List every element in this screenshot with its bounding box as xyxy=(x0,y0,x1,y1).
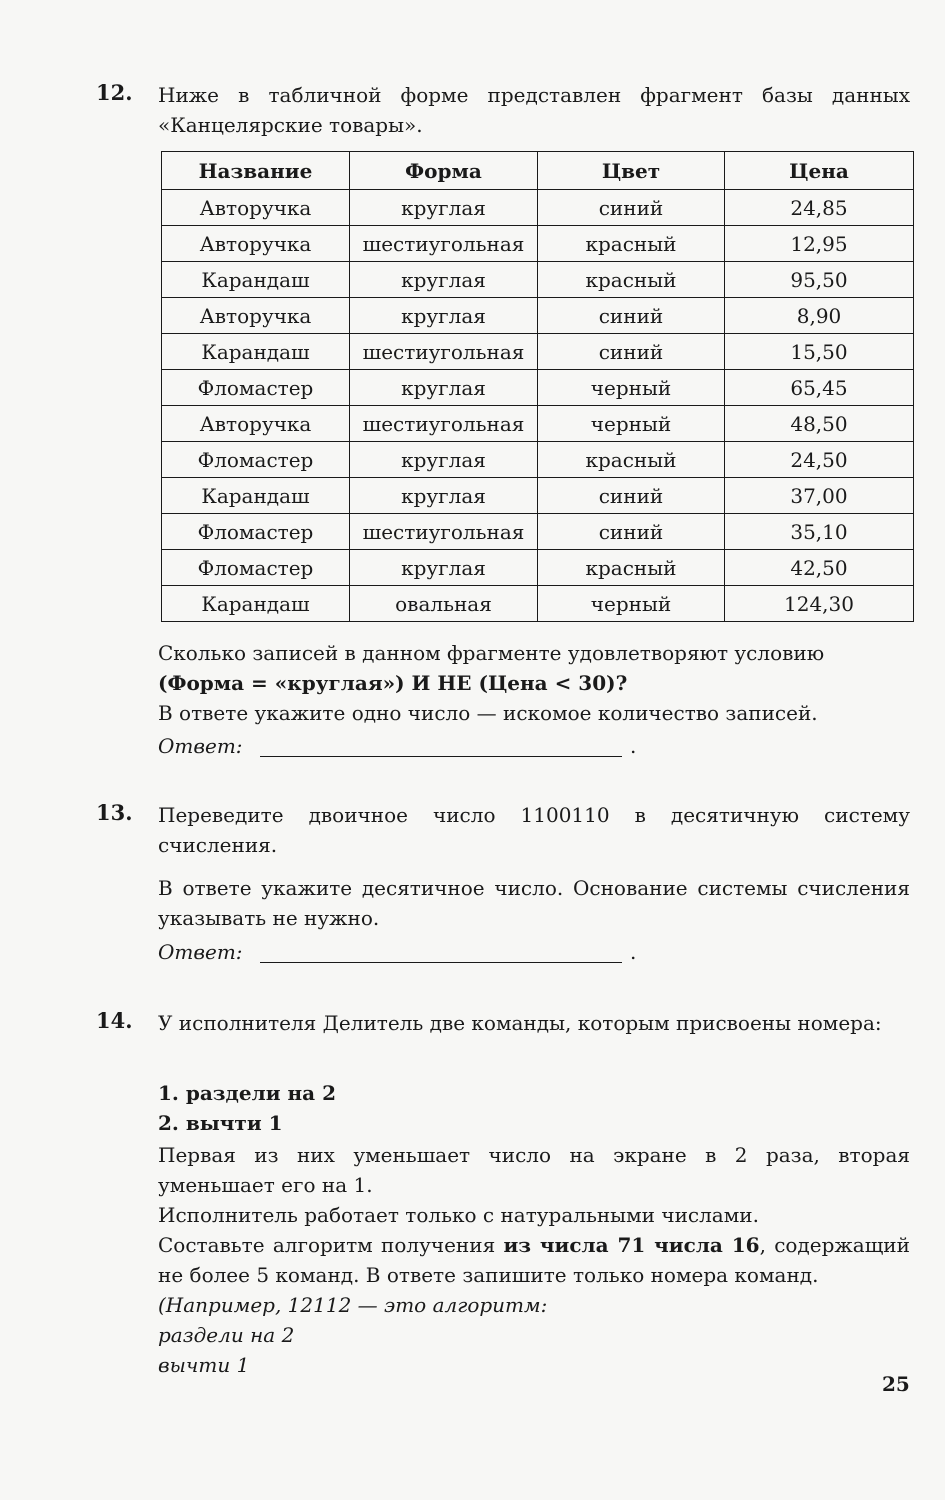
cell-color: красный xyxy=(538,550,725,586)
cell-shape: шестиугольная xyxy=(350,514,538,550)
answer-period: . xyxy=(630,734,637,758)
cell-price: 124,30 xyxy=(725,586,914,622)
cell-price: 95,50 xyxy=(725,262,914,298)
question-12-instruction: В ответе укажите одно число — искомое количество записей. xyxy=(158,701,818,725)
table-header-row xyxy=(162,152,914,190)
cell-price: 37,00 xyxy=(725,478,914,514)
task-pre: Составьте алгоритм получения xyxy=(158,1233,504,1257)
cell-name: Карандаш xyxy=(162,586,350,622)
cell-price: 24,85 xyxy=(725,190,914,226)
cell-name: Фломастер xyxy=(162,514,350,550)
question-12-condition: (Форма = «круглая») И НЕ (Цена < 30)? xyxy=(158,671,628,695)
question-14-number: 14. xyxy=(96,1008,133,1033)
cell-name: Карандаш xyxy=(162,334,350,370)
cell-name: Авторучка xyxy=(162,190,350,226)
header-shape: Форма xyxy=(350,152,538,190)
task-post: , содержащий не более 5 команд. В ответе запишите только номера команд. xyxy=(158,1233,910,1287)
table-row xyxy=(162,370,914,406)
header-name: Название xyxy=(162,152,350,190)
cell-shape: круглая xyxy=(350,262,538,298)
cell-shape: круглая xyxy=(350,190,538,226)
table-row xyxy=(162,298,914,334)
cell-price: 35,10 xyxy=(725,514,914,550)
cell-color: красный xyxy=(538,226,725,262)
answer-line[interactable] xyxy=(260,962,622,963)
cell-color: черный xyxy=(538,370,725,406)
cell-name: Фломастер xyxy=(162,370,350,406)
table-row xyxy=(162,226,914,262)
question-12-question: Сколько записей в данном фрагменте удовлетворяют условию xyxy=(158,641,825,665)
header-color: Цвет xyxy=(538,152,725,190)
question-13-number: 13. xyxy=(96,800,133,825)
cell-color: красный xyxy=(538,442,725,478)
cell-name: Авторучка xyxy=(162,406,350,442)
task-bold: из числа 71 числа 16 xyxy=(503,1233,760,1257)
question-14-text: У исполнителя Делитель две команды, которым присвоены номера: xyxy=(158,1011,882,1035)
question-12-text xyxy=(158,638,910,698)
example-step-2: вычти 1 xyxy=(158,1353,250,1377)
stationery-table xyxy=(161,151,914,622)
question-14-natural: Исполнитель работает только с натуральными числами. xyxy=(158,1203,759,1227)
answer-line[interactable] xyxy=(260,756,622,757)
cell-shape: шестиугольная xyxy=(350,406,538,442)
cell-shape: круглая xyxy=(350,370,538,406)
answer-label: Ответ: xyxy=(158,940,243,964)
cell-name: Фломастер xyxy=(162,550,350,586)
table-row xyxy=(162,442,914,478)
table-row xyxy=(162,514,914,550)
cell-color: красный xyxy=(538,262,725,298)
table-row xyxy=(162,406,914,442)
cell-shape: шестиугольная xyxy=(350,334,538,370)
question-14-desc: Первая из них уменьшает число на экране в 2 раза, вторая уменьшает его на 1. xyxy=(158,1143,910,1197)
header-price: Цена xyxy=(725,152,914,190)
cell-name: Карандаш xyxy=(162,478,350,514)
cell-color: черный xyxy=(538,406,725,442)
cell-color: синий xyxy=(538,478,725,514)
cell-price: 48,50 xyxy=(725,406,914,442)
cell-price: 15,50 xyxy=(725,334,914,370)
cell-shape: круглая xyxy=(350,478,538,514)
question-13-instruction: В ответе укажите десятичное число. Основание системы счисления указывать не нужно. xyxy=(158,876,910,930)
cell-shape: овальная xyxy=(350,586,538,622)
question-14-task xyxy=(158,1230,910,1290)
cell-name: Авторучка xyxy=(162,226,350,262)
cell-price: 65,45 xyxy=(725,370,914,406)
cell-name: Авторучка xyxy=(162,298,350,334)
cell-price: 24,50 xyxy=(725,442,914,478)
cell-color: синий xyxy=(538,190,725,226)
example-intro: (Например, 12112 — это алгоритм: xyxy=(158,1293,548,1317)
table-row xyxy=(162,550,914,586)
question-12-intro: Ниже в табличной форме представлен фрагмент базы данных «Канцелярские товары». xyxy=(158,83,910,137)
table-row xyxy=(162,478,914,514)
cell-shape: круглая xyxy=(350,442,538,478)
cell-shape: круглая xyxy=(350,550,538,586)
cell-color: синий xyxy=(538,334,725,370)
table-row xyxy=(162,190,914,226)
example-step-1: раздели на 2 xyxy=(158,1323,295,1347)
cell-price: 8,90 xyxy=(725,298,914,334)
cell-color: синий xyxy=(538,298,725,334)
answer-label: Ответ: xyxy=(158,734,243,758)
command-1: 1. раздели на 2 xyxy=(158,1081,336,1105)
answer-period: . xyxy=(630,940,637,964)
cell-color: черный xyxy=(538,586,725,622)
cell-price: 12,95 xyxy=(725,226,914,262)
question-12-answer xyxy=(158,734,637,764)
question-13-text: Переведите двоичное число 1100110 в десятичную систему счисления. xyxy=(158,803,910,857)
question-13-answer xyxy=(158,940,637,970)
cell-price: 42,50 xyxy=(725,550,914,586)
cell-name: Карандаш xyxy=(162,262,350,298)
cell-shape: круглая xyxy=(350,298,538,334)
question-12-number: 12. xyxy=(96,80,133,105)
table-row xyxy=(162,262,914,298)
table-row xyxy=(162,334,914,370)
cell-name: Фломастер xyxy=(162,442,350,478)
cell-shape: шестиугольная xyxy=(350,226,538,262)
page-number: 25 xyxy=(882,1372,910,1396)
table-row xyxy=(162,586,914,622)
command-2: 2. вычти 1 xyxy=(158,1111,283,1135)
cell-color: синий xyxy=(538,514,725,550)
